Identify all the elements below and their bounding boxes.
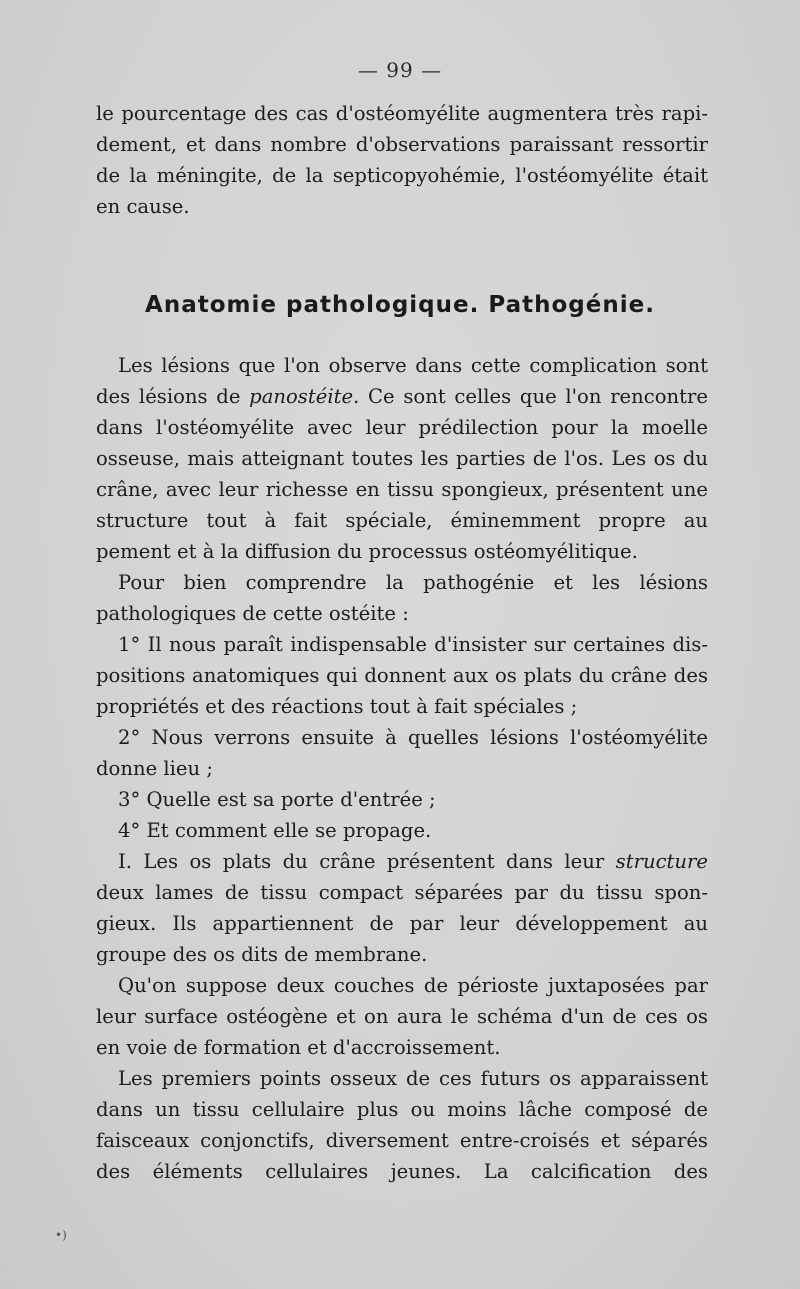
- text-line: le pourcentage des cas d'ostéomyélite augmentera très rapi-: [96, 102, 708, 125]
- list-item-line: 4° Et comment elle se propage.: [118, 819, 432, 842]
- list-item-line: 2° Nous verrons ensuite à quelles lésions l'ostéomyélite: [118, 726, 708, 749]
- text-line-with-italic: [96, 846, 708, 877]
- text-line: dans un tissu cellulaire plus ou moins lâche composé de: [96, 1098, 708, 1121]
- page-number: — 99 —: [357, 58, 443, 82]
- text-line: crâne, avec leur richesse en tissu spongieux, présentent une: [96, 478, 708, 501]
- text-line: dans l'ostéomyélite avec leur prédilection pour la moelle: [96, 416, 708, 439]
- text-fragment: des lésions de: [96, 385, 250, 408]
- top-paragraph: [96, 98, 708, 222]
- text-line: en voie de formation et d'accroissement.: [96, 1036, 501, 1059]
- text-line: Les premiers points osseux de ces futurs os apparaissent: [118, 1067, 708, 1090]
- list-item-line: propriétés et des réactions tout à fait spéciales ;: [96, 695, 578, 718]
- text-line: osseuse, mais atteignant toutes les parties de l'os. Les os du: [96, 447, 708, 470]
- text-line: Pour bien comprendre la pathogénie et les lésions: [118, 571, 708, 594]
- margin-mark: •): [55, 1228, 67, 1242]
- text-line: pathologiques de cette ostéite :: [96, 602, 409, 625]
- italic-term: panostéite.: [249, 385, 360, 408]
- text-line: faisceaux conjonctifs, diversement entre-croisés et séparés: [96, 1129, 708, 1152]
- text-line: pement et à la diffusion du processus ostéomyélitique.: [96, 540, 638, 563]
- list-item-line: donne lieu ;: [96, 757, 213, 780]
- text-line: deux lames de tissu compact séparées par du tissu spon-: [96, 881, 708, 904]
- text-line: Qu'on suppose deux couches de périoste juxtaposées par: [118, 974, 708, 997]
- list-item-line: positions anatomiques qui donnent aux os plats du crâne des: [96, 664, 708, 687]
- section-heading: Anatomie pathologique. Pathogénie.: [145, 292, 655, 318]
- list-item-line: 3° Quelle est sa porte d'entrée ;: [118, 788, 436, 811]
- text-line: structure tout à fait spéciale, éminemment propre au: [96, 509, 708, 532]
- text-line: en cause.: [96, 195, 190, 218]
- text-fragment: Ce sont celles que l'on rencontre: [359, 385, 708, 408]
- main-body: [96, 350, 708, 1187]
- text-fragment: I. Les os plats du crâne présentent dans leur: [118, 850, 616, 873]
- text-line: dement, et dans nombre d'observations paraissant ressortir: [96, 133, 708, 156]
- text-line: de la méningite, de la septicopyohémie, l'ostéomyélite était: [96, 164, 708, 187]
- italic-term: structure: [615, 850, 708, 873]
- list-item-line: 1° Il nous paraît indispensable d'insister sur certaines dis-: [118, 633, 708, 656]
- text-line: groupe des os dits de membrane.: [96, 943, 428, 966]
- text-line: Les lésions que l'on observe dans cette complication sont: [118, 354, 708, 377]
- text-line: des éléments cellulaires jeunes. La calcification des: [96, 1160, 708, 1183]
- text-line-with-italic: [96, 381, 708, 412]
- text-line: gieux. Ils appartiennent de par leur développement au: [96, 912, 708, 935]
- text-line: leur surface ostéogène et on aura le schéma d'un de ces os: [96, 1005, 708, 1028]
